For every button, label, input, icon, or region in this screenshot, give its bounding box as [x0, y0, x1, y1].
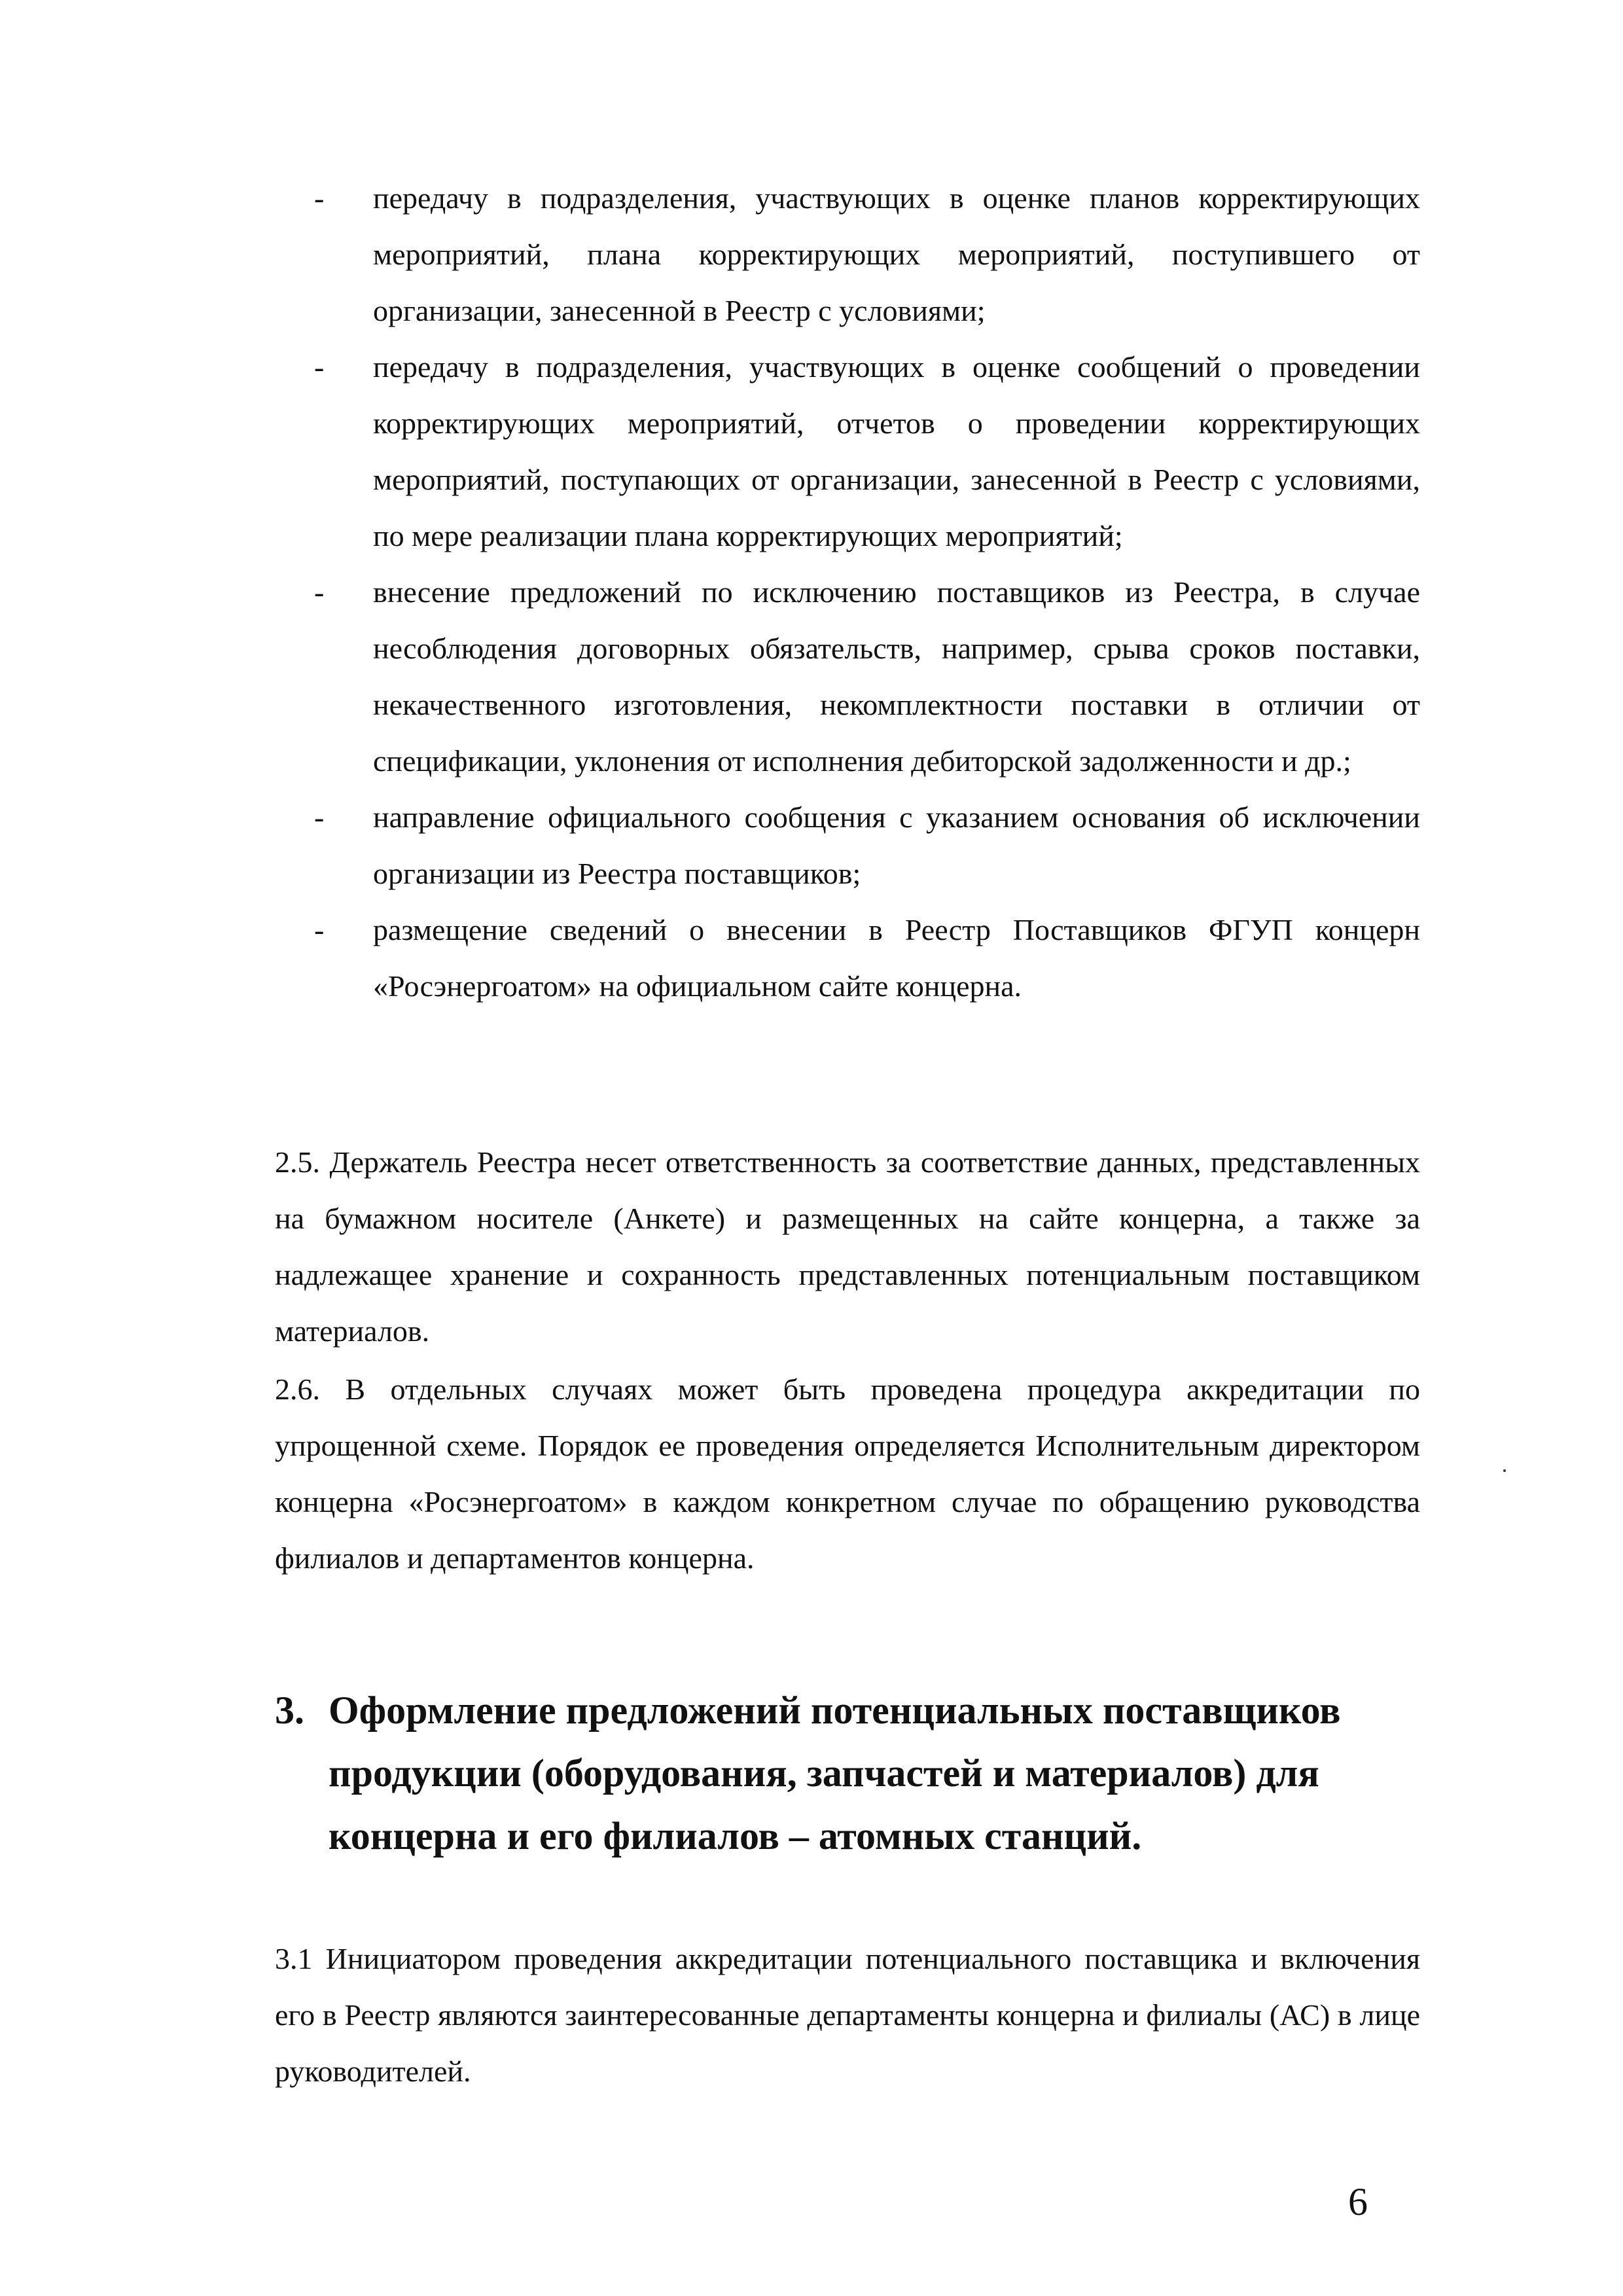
paragraph-2-5: 2.5. Держатель Реестра несет ответственность за соответствие данных, представленных на бумажном носителе (Анкете) и размещенных на сайте концерна, а также за надлежащее хранение и сохранность представленных потенциальным поставщиком материалов.	[275, 1145, 1420, 1348]
section-number: 3.	[275, 1689, 304, 1732]
page-number: 6	[1348, 2180, 1368, 2223]
list-item	[275, 789, 1420, 902]
list-item-text: передачу в подразделения, участвующих в оценке сообщений о проведении корректирующих мероприятий, отчетов о проведении корректирующих мероприятий, поступающих от организации, занесенной в Реестр с условиями, по мере реализации плана корректирующих мероприятий;	[373, 350, 1420, 552]
section-title: Оформление предложений потенциальных поставщиков продукции (оборудования, запчастей и материалов) для концерна и его филиалов – атомных станций.	[329, 1689, 1341, 1857]
list-item	[275, 170, 1420, 339]
list-item-text: размещение сведений о внесении в Реестр Поставщиков ФГУП концерн «Росэнергоатом» на официальном сайте концерна.	[373, 913, 1420, 1003]
list-item	[275, 564, 1420, 789]
scan-speck	[1503, 1469, 1506, 1472]
list-item-text: передачу в подразделения, участвующих в оценке планов корректирующих мероприятий, плана корректирующих мероприятий, поступившего от организации, занесенной в Реестр с условиями;	[373, 181, 1420, 327]
list-item-text: внесение предложений по исключению поставщиков из Реестра, в случае несоблюдения договорных обязательств, например, срыва сроков поставки, некачественного изготовления, некомплектности поставки в отличии от спецификации, уклонения от исполнения дебиторской задолженности и др.;	[373, 575, 1420, 778]
bullet-dash: -	[314, 575, 325, 609]
list-item-text: направление официального сообщения с указанием основания об исключении организации из Реестра поставщиков;	[373, 800, 1420, 890]
list-item	[275, 902, 1420, 1014]
paragraph-3-1: 3.1 Инициатором проведения аккредитации потенциального поставщика и включения его в Реестр являются заинтересованные департаменты концерна и филиалы (АС) в лице руководителей.	[275, 1942, 1420, 2088]
bullet-list	[275, 170, 1420, 1014]
bullet-dash: -	[314, 913, 325, 946]
bullet-dash: -	[314, 800, 325, 834]
list-item	[275, 339, 1420, 564]
bullet-dash: -	[314, 350, 325, 384]
section-heading	[275, 1679, 1387, 1867]
paragraph-2-6: 2.6. В отдельных случаях может быть проведена процедура аккредитации по упрощенной схеме. Порядок ее проведения определяется Исполнительным директором концерна «Росэнергоатом» в каждом конкретном случае по обращению руководства филиалов и департаментов концерна.	[275, 1372, 1420, 1575]
bullet-dash: -	[314, 181, 325, 215]
